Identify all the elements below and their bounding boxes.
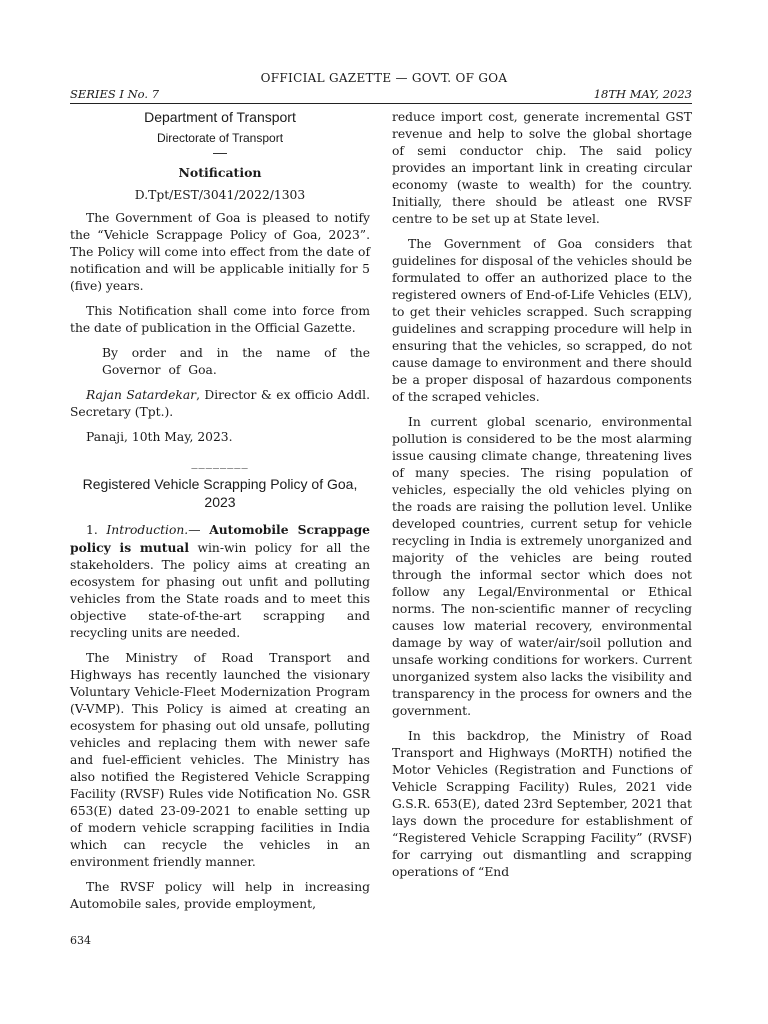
order-statement: By order and in the name of the Governor of Goa. [102,346,370,377]
introduction-paragraph [70,521,370,642]
right-column [392,109,692,889]
notification-heading: Notification [178,165,262,180]
guidelines-paragraph: The Government of Goa considers that guidelines for disposal of the vehicles should be formulated to offer an authorized place to the registered owners of End-of-Life Vehicles (ELV), to get their vehicles scrapped. Such scrapping guidelines and scrapping procedure will help in ensuring that the vehicles, so scrapped, do not cause damage to environment and there should be a proper disposal of hazardous components of the scraped vehicles. [392,237,692,404]
notification-reference: D.Tpt/EST/3041/2022/1303 [134,188,306,202]
signatory [70,387,370,421]
short-divider [213,153,227,154]
intro-label: Introduction. [106,523,189,537]
intro-bold: Automobile Scrappage policy is mutual [70,522,370,555]
notification-paragraph-2: This Notification shall come into force from the date of publication in the Official Gazette. [70,304,370,335]
intro-number: 1. [86,523,107,537]
backdrop-paragraph: In this backdrop, the Ministry of Road Transport and Highways (MoRTH) notified the Motor Vehicles (Registration and Functions of Vehicle Scrapping Facility) Rules, 2021 vide G.S.R. 653(E), dated 23rd September, 2021 that lays down the procedure for establishment of “Registered Vehicle Scrapping Facility” (RVSF) for carrying out dismantling and scrapping operations of “End [392,729,692,879]
department-heading: Department of Transport [144,109,296,125]
continued-paragraph: reduce import cost, generate incremental GST revenue and help to solve the global shortage of semi conductor chip. The said policy provides an important link in creating circular economy (waste to wealth) for the country. Initially, there should be atleast one RVSF centre to be set up at State level. [392,110,692,226]
left-column [70,109,370,921]
place-date: Panaji, 10th May, 2023. [86,430,233,444]
morth-paragraph: The Ministry of Road Transport and Highways has recently launched the visionary Voluntary Vehicle-Fleet Modernization Program (V-VMP). This Policy is aimed at creating an ecosystem for phasing out old unsafe, polluting vehicles and replacing them with newer safe and fuel-efficient vehicles. The Ministry has also notified the Registered Vehicle Scrapping Facility (RVSF) Rules vide Notification No. GSR 653(E) dated 23-09-2021 to enable setting up of modern vehicle scrapping facilities in India which can recycle the vehicles in an environment friendly manner. [70,651,370,869]
signatory-name: Rajan Satardekar [86,388,197,402]
intro-dash: — [188,523,210,537]
intro-rest: win-win policy for all the stakeholders. The policy aims at creating an ecosystem for phasing out unfit and polluting vehicles from the State roads and to meet this objective state-of-the-art scrapping and recycling units are needed. [70,541,370,640]
rvsf-paragraph: The RVSF policy will help in increasing Automobile sales, provide employment, [70,880,370,911]
policy-title: Registered Vehicle Scrapping Policy of Goa, 2023 [82,476,358,510]
page-number: 634 [70,934,91,947]
gazette-title: OFFICIAL GAZETTE — GOVT. OF GOA [260,71,508,85]
notification-paragraph-1: The Government of Goa is pleased to notify the “Vehicle Scrappage Policy of Goa, 2023”. The Policy will come into effect from the date of notification and will be applicable initially for 5 (five) years. [70,211,370,293]
header-rule [70,103,692,104]
global-scenario-paragraph: In current global scenario, environmental pollution is considered to be the most alarming issue causing climate change, threatening lives of many species. The rising population of vehicles, especially the old vehicles plying on the roads are raising the pollution level. Unlike developed countries, current setup for vehicle recycling in India is extremely unorganized and majority of the vehicles are being routed through the informal sector which does not follow any Legal/Environmental or Ethical norms. The non-scientific manner of recycling causes low material recovery, environmental damage by way of water/air/soil pollution and unsafe working conditions for workers. Current unorganized system also lacks the visibility and transparency in the process for owners and the government. [392,415,692,718]
directorate-heading: Directorate of Transport [156,131,284,145]
signatory-designation: , Director & ex officio Addl. Secretary (Tpt.). [70,388,370,419]
issue-date: 18TH MAY, 2023 [593,87,692,101]
section-separator: ________ [191,455,249,469]
series-number: SERIES I No. 7 [70,87,160,101]
